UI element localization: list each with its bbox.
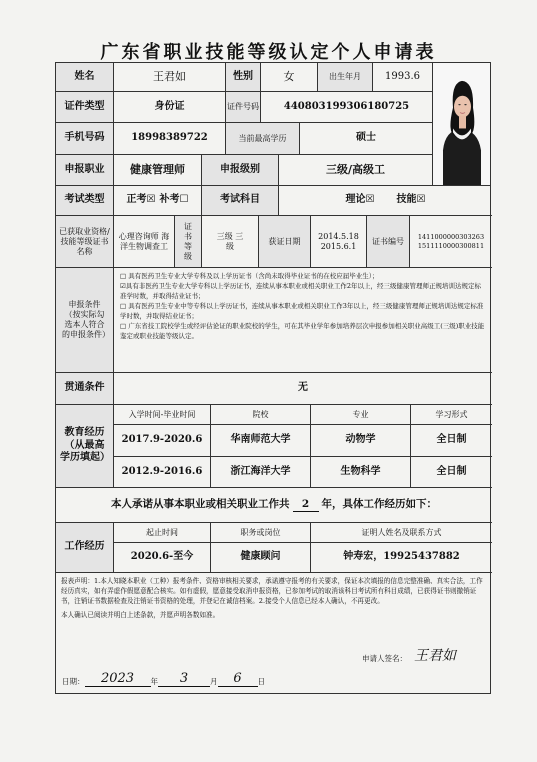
work-row-1-time: 2020.6-至今 — [114, 543, 211, 573]
edu-header-form: 学习形式 — [411, 405, 492, 425]
name-label: 姓名 — [56, 63, 114, 92]
conditions-label: 申报条件（按实际勾选本人符合的申报条件） — [56, 268, 114, 373]
work-header-witness: 证明人姓名及联系方式 — [311, 523, 492, 543]
id-no-value: 440803199306180725 — [261, 92, 433, 123]
date-year-unit: 年 — [150, 677, 158, 686]
date-day: 6 — [218, 671, 258, 687]
edu-header-major: 专业 — [311, 405, 411, 425]
subject-theory: 理论 — [345, 194, 366, 206]
date-year: 2023 — [85, 671, 151, 687]
occupation-value: 健康管理师 — [114, 155, 202, 186]
name-value: 王君如 — [114, 63, 226, 92]
cert-names: 心理咨询师 海洋生物调查工 — [114, 216, 175, 268]
condition-item-4[interactable]: □ 广东省技工院校学生或经评估论证的职业院校的学生，可在其毕业学年参加培养层次申报参加相关职业高级工(三级)职业技能鉴定或职业技能等级认定。 — [120, 322, 485, 341]
work-row-1-position: 健康顾问 — [211, 543, 311, 573]
exam-type-label: 考试类型 — [56, 186, 114, 216]
edu-value: 硕士 — [300, 123, 433, 155]
declaration-text: 报表声明：1.本人知晓本职业（工种）报考条件、资格审核相关要求，承诺遵守报考的有关要求，保证本次填报的信息完整准确、真实合法，工作经历真实，如有弄虚作假愿意配合核实。如有虚假，愿意接受取消申报资格，已参加考试的取消该科目考试所有科目成绩，已获得证书则撤销证书，注销证书数据检查及注销证书资格的处理，并登记在诚信档案。2.接受个人信息已经本人确认，不再更改。 — [61, 577, 483, 605]
form-table — [55, 62, 491, 694]
edu-row-2-form: 全日制 — [411, 457, 492, 488]
signature-label: 申请人签名： — [362, 654, 407, 663]
id-no-label: 证件号码 — [226, 92, 261, 123]
cert-no-label: 证书编号 — [367, 216, 410, 268]
date-day-unit: 日 — [257, 677, 265, 686]
id-type-value: 身份证 — [114, 92, 226, 123]
edu-header-school: 院校 — [211, 405, 311, 425]
work-header-position: 职务或岗位 — [211, 523, 311, 543]
promise-suffix: 年，具体工作经历如下： — [321, 498, 437, 511]
phone-label: 手机号码 — [56, 123, 114, 155]
cert-grade-label: 证书等级 — [175, 216, 202, 268]
date-label: 日期： — [62, 677, 85, 686]
applicant-signature: 王君如 — [414, 648, 456, 664]
level-label: 申报级别 — [202, 155, 279, 186]
subject-options — [279, 186, 492, 216]
cert-grades: 三级 三级 — [202, 216, 259, 268]
exam-type-normal: 正考 — [126, 194, 147, 206]
work-conditions-label: 贯通条件 — [56, 373, 114, 405]
subject-skill-checkbox[interactable]: ☒ — [416, 194, 426, 206]
cert-nos: 1411000000303263 1511110000300811 — [410, 216, 492, 268]
edu-label: 当前最高学历 — [226, 123, 300, 155]
level-value: 三级/高级工 — [279, 155, 433, 186]
subject-theory-checkbox[interactable]: ☒ — [365, 194, 375, 206]
promise-years: 2 — [293, 498, 319, 512]
work-experience-label: 工作经历 — [56, 523, 114, 573]
edu-row-1-form: 全日制 — [411, 425, 492, 457]
edu-row-1-time: 2017.9-2020.6 — [114, 425, 211, 457]
edu-row-1-school: 华南师范大学 — [211, 425, 311, 457]
id-type-label: 证件类型 — [56, 92, 114, 123]
cert-dates: 2014.5.18 2015.6.1 — [311, 216, 367, 268]
condition-item-1[interactable]: □ 具有医药卫生专业大学专科及以上学历证书（含尚未取得毕业证书的在校应届毕业生）； — [120, 272, 379, 280]
work-header-time: 起止时间 — [114, 523, 211, 543]
date-month: 3 — [158, 671, 210, 687]
education-label: 教育经历（从最高学历填起） — [56, 405, 114, 488]
birth-value: 1993.6 — [373, 63, 433, 92]
exam-type-options — [114, 186, 202, 216]
conditions-list — [114, 268, 492, 373]
birth-label: 出生年月 — [318, 63, 373, 92]
edu-header-time: 入学时间-毕业时间 — [114, 405, 211, 425]
exam-type-retake: 补考 — [159, 194, 180, 206]
exam-type-retake-checkbox[interactable]: ☐ — [179, 194, 189, 206]
phone-value: 18998389722 — [114, 123, 226, 155]
applicant-photo — [433, 63, 490, 186]
gender-label: 性别 — [226, 63, 261, 92]
date-month-unit: 月 — [210, 677, 218, 686]
promise-prefix: 本人承诺从事本职业或相关职业工作共 — [111, 498, 290, 511]
subject-label: 考试科目 — [202, 186, 279, 216]
edu-row-2-school: 浙江海洋大学 — [211, 457, 311, 488]
gender-value: 女 — [261, 63, 318, 92]
occupation-label: 申报职业 — [56, 155, 114, 186]
edu-row-2-major: 生物科学 — [311, 457, 411, 488]
edu-row-1-major: 动物学 — [311, 425, 411, 457]
exam-type-normal-checkbox[interactable]: ☒ — [146, 194, 156, 206]
subject-skill: 技能 — [396, 194, 417, 206]
condition-item-2[interactable]: ☑具有非医药卫生专业大学专科以上学历证书，连续从事本职业或相关职业工作2年以上，经三级健康管理师正规培训达规定标准学时数，并取得结业证书； — [120, 282, 481, 301]
date-line — [62, 667, 302, 687]
work-conditions-value: 无 — [114, 373, 492, 405]
work-row-1-witness: 钟寿宏，19925437882 — [311, 543, 492, 573]
condition-item-3[interactable]: □ 具有医药卫生专业中等专科以上学历证书，连续从事本职业或相关职业工作3年以上，经三级健康管理师正规培训达规定标准学时数，并取得结业证书； — [120, 302, 484, 321]
cert-date-label: 获证日期 — [259, 216, 311, 268]
form-title: 广东省职业技能等级认定个人申请表 — [100, 42, 437, 63]
edu-row-2-time: 2012.9-2016.6 — [114, 457, 211, 488]
work-years-promise — [56, 488, 492, 523]
declaration-confirm: 本人确认已阅读并明白上述条款，并愿声明各数如准。 — [61, 610, 220, 619]
cert-label: 已获取业资格/技能等级证书名称 — [56, 216, 114, 268]
